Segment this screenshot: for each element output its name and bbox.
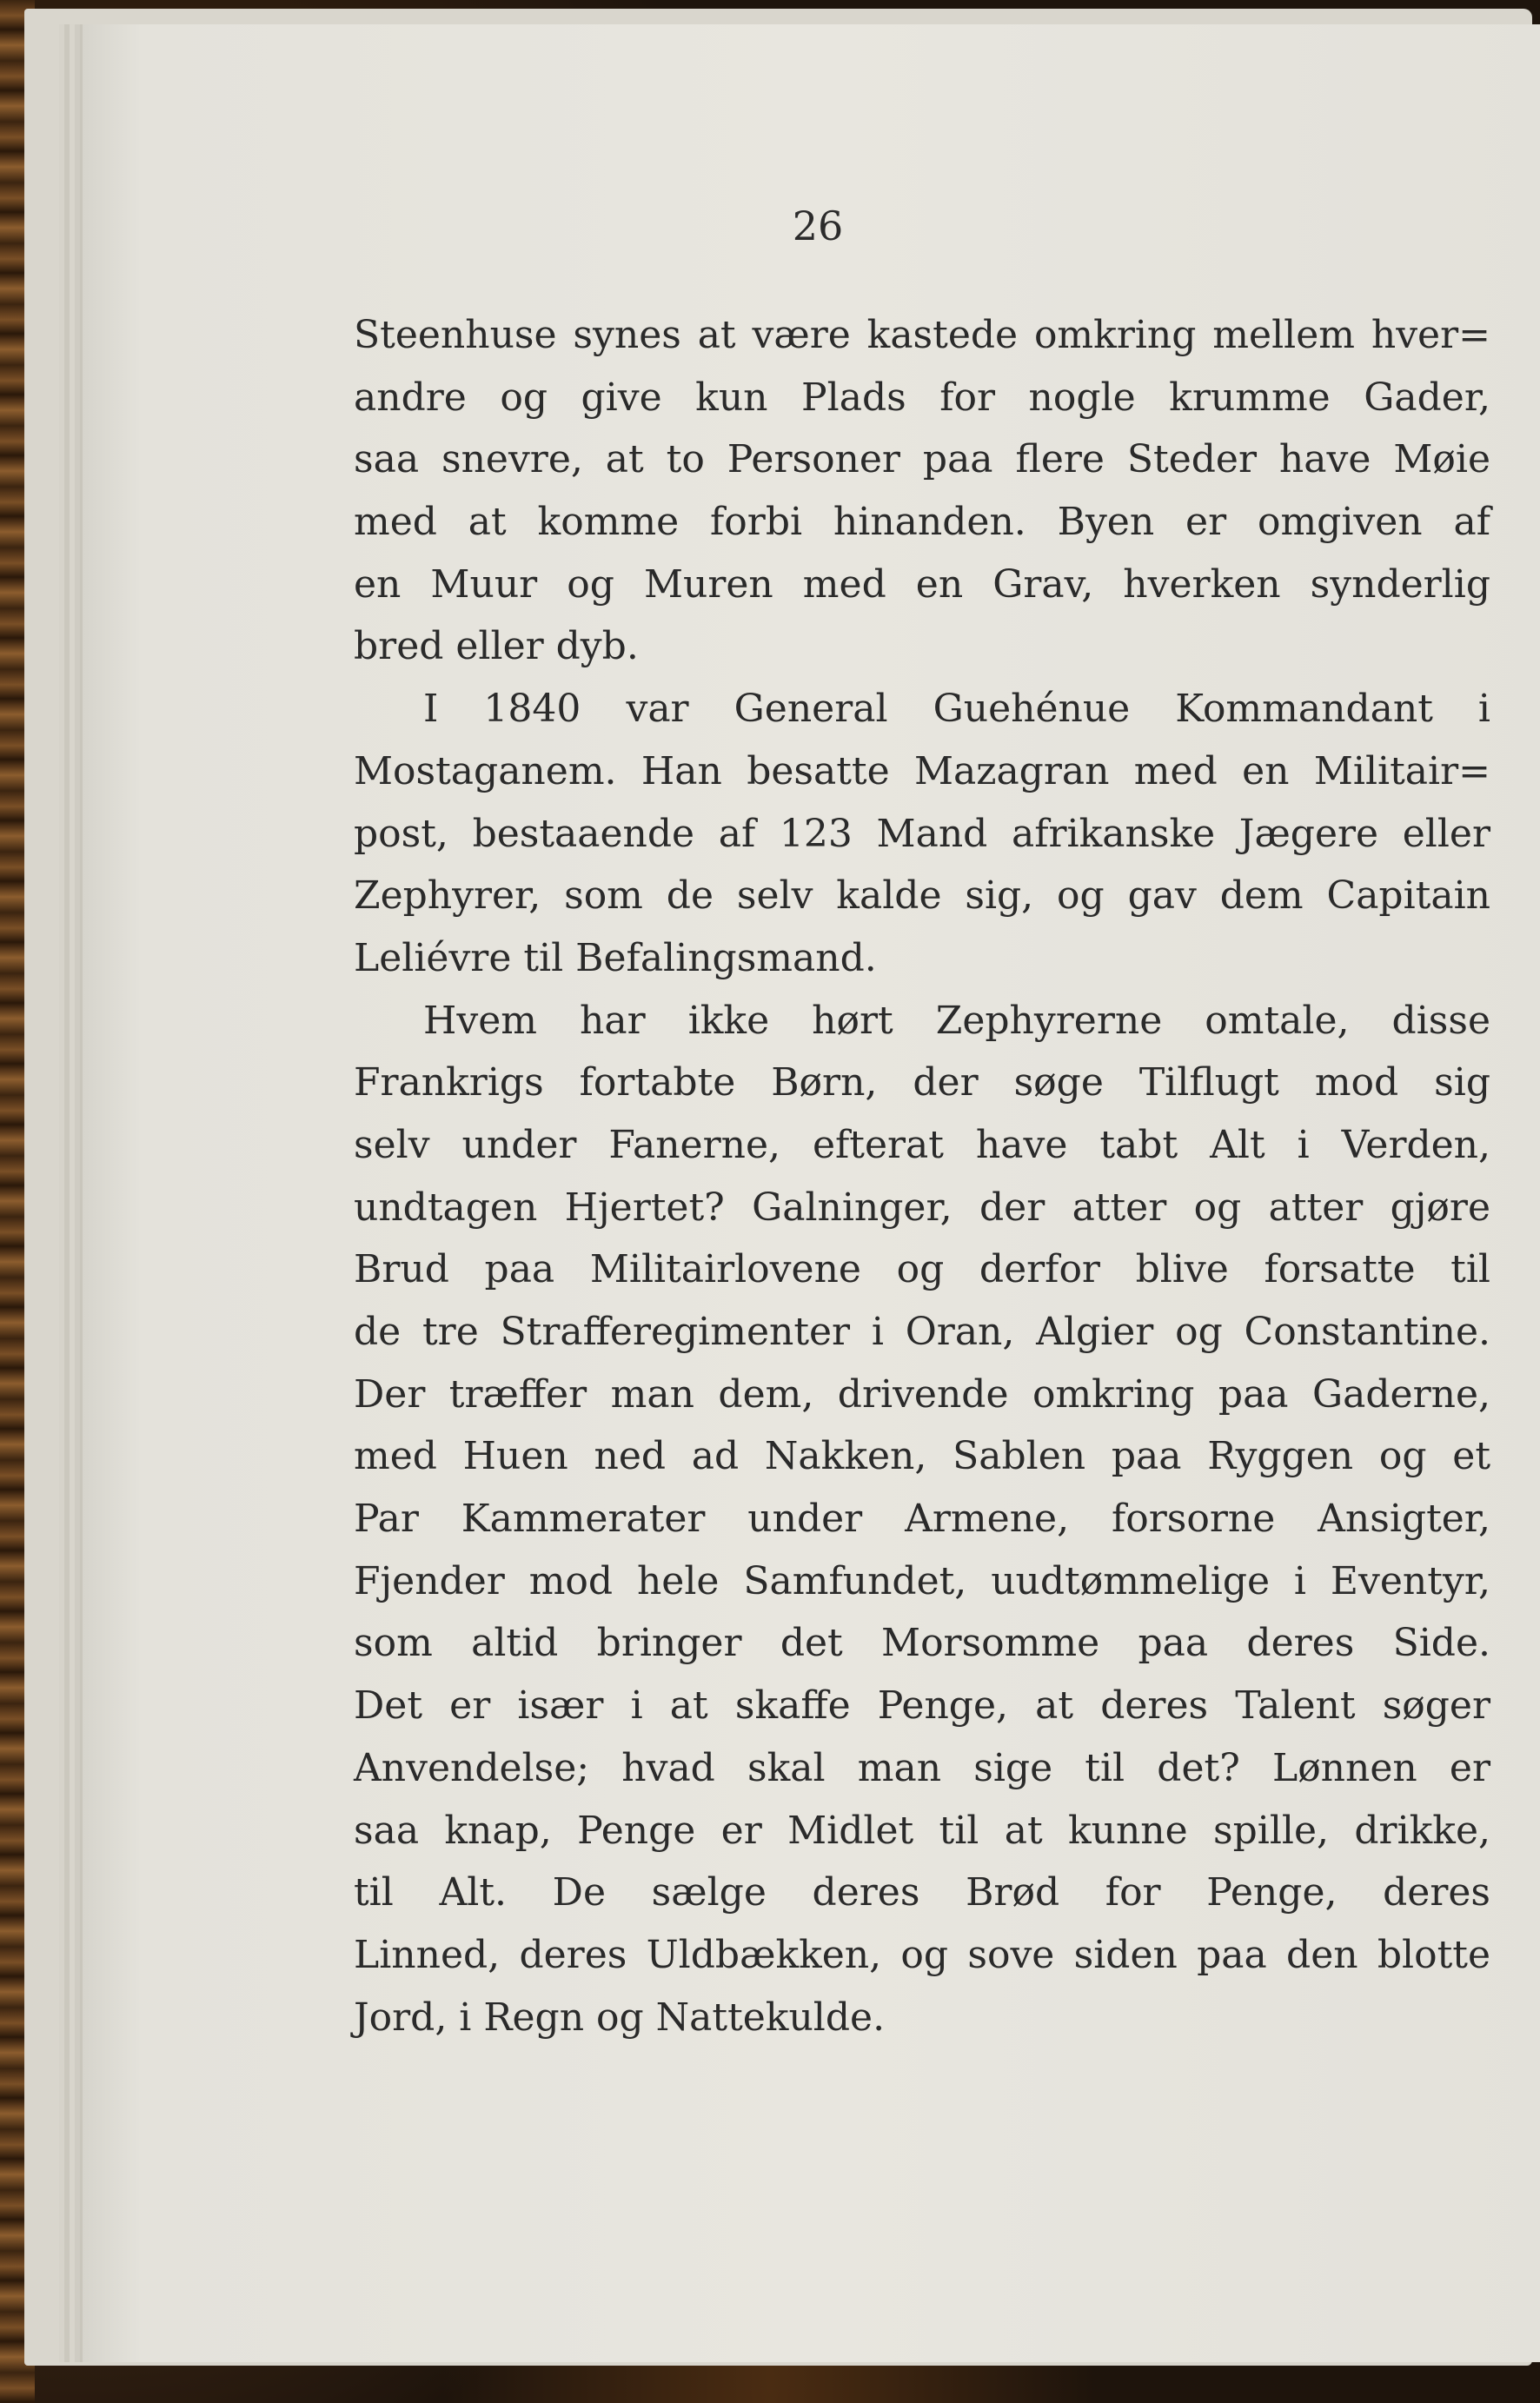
text-line: selv under Fanerne, efterat have tabt Alt i Verden,	[354, 1122, 1490, 1167]
text-line: Jord, i Regn og Nattekulde.	[354, 1995, 886, 2040]
text-line: Anvendelse; hvad skal man sige til det? Lønnen er	[354, 1745, 1490, 1790]
text-line: post, bestaaende af 123 Mand afrikanske Jægere eller	[354, 811, 1490, 856]
text-line: Par Kammerater under Armene, forsorne Ansigter,	[354, 1497, 1490, 1542]
text-line: Zephyrer, som de selv kalde sig, og gav dem Capitain	[354, 873, 1490, 919]
text-line: til Alt. De sælge deres Brød for Penge, deres	[354, 1870, 1490, 1915]
text-line: Det er især i at skaffe Penge, at deres Talent søger	[354, 1683, 1490, 1729]
text-line: Mostaganem. Han besatte Mazagran med en Militair=	[354, 748, 1490, 793]
text-line: Linned, deres Uldbækken, og sove siden paa den blotte	[354, 1932, 1490, 1977]
body-text	[354, 304, 1490, 2048]
text-line: Steenhuse synes at være kastede omkring mellem hver=	[354, 313, 1490, 357]
text-line: Brud paa Militairlovene og derfor blive forsatte til	[354, 1247, 1490, 1292]
text-line: en Muur og Muren med en Grav, hverken synderlig	[354, 561, 1490, 607]
text-line: de tre Strafferegimenter i Oran, Algier og Constantine.	[354, 1310, 1490, 1354]
text-line: saa knap, Penge er Midlet til at kunne spille, drikke,	[354, 1808, 1490, 1853]
book-page	[80, 24, 1540, 2362]
page-number: 26	[792, 202, 844, 249]
text-line: bred eller dyb.	[354, 624, 639, 669]
text-line: som altid bringer det Morsomme paa deres Side.	[354, 1621, 1490, 1666]
text-line: Fjender mod hele Samfundet, uudtømmelige i Eventyr,	[354, 1558, 1490, 1603]
text-line: med Huen ned ad Nakken, Sablen paa Ryggen og et	[354, 1434, 1490, 1479]
text-line: I 1840 var General Guehénue Kommandant i	[423, 687, 1490, 732]
text-line: undtagen Hjertet? Galninger, der atter og atter gjøre	[354, 1185, 1490, 1230]
text-line: Frankrigs fortabte Børn, der søge Tilflugt mod sig	[354, 1060, 1490, 1105]
text-line: saa snevre, at to Personer paa flere Steder have Møie	[354, 437, 1490, 482]
text-line: andre og give kun Plads for nogle krumme Gader,	[354, 375, 1490, 420]
text-line: Leliévre til Befalingsmand.	[354, 935, 877, 980]
text-line: Hvem har ikke hørt Zephyrerne omtale, disse	[423, 998, 1490, 1043]
text-line: med at komme forbi hinanden. Byen er omgiven af	[354, 500, 1490, 545]
text-line: Der træffer man dem, drivende omkring paa Gaderne,	[354, 1371, 1490, 1417]
page-stack	[24, 9, 1532, 2366]
